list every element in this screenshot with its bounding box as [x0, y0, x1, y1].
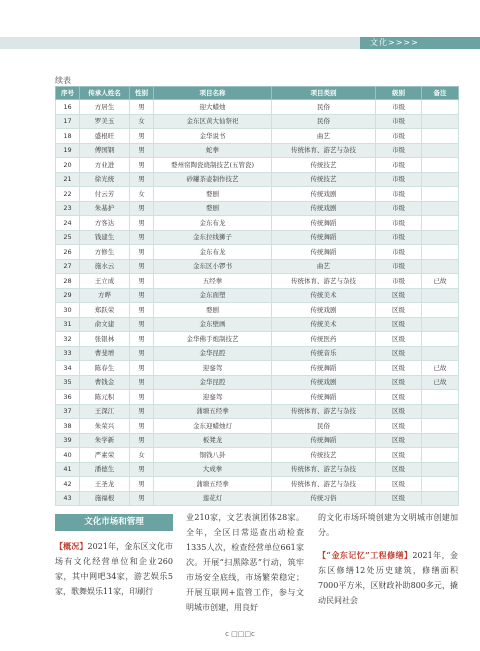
table-cell: 市级	[376, 172, 422, 187]
table-cell	[422, 404, 459, 419]
table-cell: 民俗	[272, 100, 376, 115]
table-cell: 方居生	[80, 100, 130, 115]
table-cell	[422, 303, 459, 318]
table-row	[56, 259, 459, 274]
article-column-3	[318, 510, 458, 608]
table-cell: 男	[130, 201, 154, 216]
column-header: 备注	[422, 87, 459, 100]
table-cell: 金华昆腔	[154, 346, 272, 361]
table-cell: 市级	[376, 187, 422, 202]
table-cell: 男	[130, 143, 154, 158]
table-cell: 男	[130, 158, 154, 173]
table-cell: 罗美玉	[80, 114, 130, 129]
table-cell: 严素荣	[80, 448, 130, 463]
table-cell	[422, 317, 459, 332]
table-row	[56, 491, 459, 506]
table-cell	[422, 288, 459, 303]
table-cell: 男	[130, 259, 154, 274]
table-cell	[422, 332, 459, 347]
table-cell: 金东布龙	[154, 216, 272, 231]
table-cell: 传统美术	[272, 317, 376, 332]
table-cell	[422, 390, 459, 405]
table-cell: 方客达	[80, 216, 130, 231]
table-cell: 25	[56, 230, 80, 245]
table-cell: 21	[56, 172, 80, 187]
table-cell: 市级	[376, 201, 422, 216]
table-cell: 女	[130, 448, 154, 463]
table-cell: 曹斐增	[80, 346, 130, 361]
table-cell: 30	[56, 303, 80, 318]
table-cell: 已故	[422, 375, 459, 390]
table-cell: 16	[56, 100, 80, 115]
table-cell: 蛇拳	[154, 143, 272, 158]
table-row	[56, 216, 459, 231]
table-cell: 传统技艺	[272, 448, 376, 463]
table-cell: 传统技艺	[272, 172, 376, 187]
table-cell: 金东区黄大仙祭祀	[154, 114, 272, 129]
table-row	[56, 462, 459, 477]
table-cell: 男	[130, 404, 154, 419]
table-cell: 婺剧	[154, 201, 272, 216]
table-cell: 金东区小锣书	[154, 259, 272, 274]
table-cell: 36	[56, 390, 80, 405]
table-cell: 板凳龙	[154, 433, 272, 448]
table-cell: 金华佛手炮制技艺	[154, 332, 272, 347]
table-cell: 女	[130, 114, 154, 129]
table-cell: 区级	[376, 462, 422, 477]
table-cell: 区级	[376, 433, 422, 448]
table-cell: 施水云	[80, 259, 130, 274]
table-cell: 曲艺	[272, 129, 376, 144]
table-cell	[422, 230, 459, 245]
table-cell: 传统体育、游艺与杂技	[272, 404, 376, 419]
table-cell: 39	[56, 433, 80, 448]
table-cell: 潘德生	[80, 462, 130, 477]
restoration-text: 2021年，金东区修缮12处历史建筑，修缮面积7000平方米，区财政补助800多元，撬动民间社会	[318, 551, 459, 605]
table-cell: 市级	[376, 158, 422, 173]
table-cell: 区级	[376, 303, 422, 318]
table-cell: 市级	[376, 129, 422, 144]
table-cell: 31	[56, 317, 80, 332]
table-cell: 传统戏剧	[272, 201, 376, 216]
table-cell: 方修生	[80, 245, 130, 260]
table-cell: 女	[130, 187, 154, 202]
table-cell: 张银林	[80, 332, 130, 347]
table-cell: 传统医药	[272, 332, 376, 347]
table-cell	[422, 172, 459, 187]
table-cell: 传统戏剧	[272, 375, 376, 390]
table-cell: 陈春生	[80, 361, 130, 376]
table-cell: 钱建生	[80, 230, 130, 245]
table-row	[56, 129, 459, 144]
column-header: 项目名称	[154, 87, 272, 100]
table-cell: 传统戏剧	[272, 187, 376, 202]
table-row	[56, 274, 459, 289]
table-cell: 婺州窑陶瓷烧制技艺(五管瓷)	[154, 158, 272, 173]
table-cell: 28	[56, 274, 80, 289]
table-row	[56, 419, 459, 434]
table-row	[56, 114, 459, 129]
table-cell: 43	[56, 491, 80, 506]
table-cell	[422, 187, 459, 202]
table-cell: 迎銮驾	[154, 361, 272, 376]
table-cell: 郑跃荣	[80, 303, 130, 318]
table-cell: 朱学新	[80, 433, 130, 448]
table-cell: 19	[56, 143, 80, 158]
table-cell: 男	[130, 332, 154, 347]
table-cell: 男	[130, 375, 154, 390]
table-cell	[422, 433, 459, 448]
table-cell: 男	[130, 491, 154, 506]
column-header: 序号	[56, 87, 80, 100]
table-cell: 迎大蜡烛	[154, 100, 272, 115]
table-cell: 婺剧	[154, 303, 272, 318]
restoration-tag: 【“金东记忆”工程修缮】	[318, 550, 413, 560]
table-cell: 已故	[422, 274, 459, 289]
table-cell: 金东迎蜡烛灯	[154, 419, 272, 434]
table-cell: 23	[56, 201, 80, 216]
table-cell	[422, 143, 459, 158]
table-cell	[422, 245, 459, 260]
table-row	[56, 288, 459, 303]
table-cell: 区级	[376, 404, 422, 419]
table-cell: 区级	[376, 448, 422, 463]
table-cell	[422, 158, 459, 173]
table-row	[56, 346, 459, 361]
header-band	[0, 37, 480, 49]
table-cell: 莲花灯	[154, 491, 272, 506]
table-cell: 蒲塘五经拳	[154, 404, 272, 419]
table-cell	[422, 114, 459, 129]
table-row	[56, 143, 459, 158]
table-cell: 传统音乐	[272, 346, 376, 361]
table-cell: 传统美术	[272, 288, 376, 303]
table-cell: 蒲塘五经拳	[154, 477, 272, 492]
section-label: 文化>>>>	[370, 38, 419, 47]
table-cell: 传统体育、游艺与杂技	[272, 477, 376, 492]
table-cell: 传统舞蹈	[272, 230, 376, 245]
table-cell: 迎銮驾	[154, 390, 272, 405]
table-cell: 施福根	[80, 491, 130, 506]
table-cell: 市级	[376, 259, 422, 274]
table-cell: 35	[56, 375, 80, 390]
table-cell: 五经拳	[154, 274, 272, 289]
table-cell: 男	[130, 230, 154, 245]
table-cell	[422, 462, 459, 477]
table-cell: 20	[56, 158, 80, 173]
table-cell: 金东布龙	[154, 245, 272, 260]
table-cell: 34	[56, 361, 80, 376]
table-cell: 区级	[376, 361, 422, 376]
table-cell: 盛根旺	[80, 129, 130, 144]
table-row	[56, 172, 459, 187]
table-row	[56, 332, 459, 347]
table-cell: 40	[56, 448, 80, 463]
table-cell: 传统技艺	[272, 158, 376, 173]
table-cell: 男	[130, 477, 154, 492]
table-cell	[422, 100, 459, 115]
market-text: 业210家，文艺表演团体28家。全年，全区日常巡查出动检查1335人次，检查经营单位661家次。开展“扫黑除恶”行动，筑牢市场安全底线，市场繁荣稳定；开展互联网+监管工作，参与文明城市创建，用良好	[186, 513, 304, 612]
continued-label: 续表	[55, 76, 71, 85]
table-cell: 男	[130, 100, 154, 115]
table-cell: 26	[56, 245, 80, 260]
table-cell: 金东面塑	[154, 288, 272, 303]
table-cell: 传统舞蹈	[272, 216, 376, 231]
table-cell: 民俗	[272, 419, 376, 434]
table-cell: 男	[130, 462, 154, 477]
market-text-end: 的文化市场环境创建为文明城市创建加分。	[318, 513, 458, 537]
table-cell: 男	[130, 419, 154, 434]
table-row	[56, 100, 459, 115]
table-cell: 传统舞蹈	[272, 390, 376, 405]
table-row	[56, 361, 459, 376]
table-cell: 市级	[376, 114, 422, 129]
table-cell: 区级	[376, 332, 422, 347]
table-cell: 砂罐茶壶制作技艺	[154, 172, 272, 187]
table-cell: 传统体育、游艺与杂技	[272, 462, 376, 477]
table-cell: 29	[56, 288, 80, 303]
table-cell: 男	[130, 433, 154, 448]
table-row	[56, 187, 459, 202]
table-cell: 男	[130, 390, 154, 405]
table-cell: 传统体育、游艺与杂技	[272, 274, 376, 289]
article-column-2	[186, 510, 304, 615]
table-cell: 区级	[376, 346, 422, 361]
table-cell: 徐光统	[80, 172, 130, 187]
table-cell: 曲艺	[272, 259, 376, 274]
table-cell: 区级	[376, 477, 422, 492]
table-cell: 18	[56, 129, 80, 144]
table-cell: 男	[130, 346, 154, 361]
page-number: c □□□c	[225, 630, 255, 638]
table-cell: 男	[130, 245, 154, 260]
table-cell: 市级	[376, 100, 422, 115]
table-row	[56, 245, 459, 260]
table-cell: 区级	[376, 390, 422, 405]
column-header: 传承人姓名	[80, 87, 130, 100]
table-cell: 男	[130, 274, 154, 289]
table-cell: 区级	[376, 491, 422, 506]
table-cell: 传统戏剧	[272, 303, 376, 318]
table-cell: 王圣龙	[80, 477, 130, 492]
table-cell: 男	[130, 361, 154, 376]
table-cell	[422, 419, 459, 434]
table-cell: 铜钱八卦	[154, 448, 272, 463]
table-row	[56, 158, 459, 173]
table-cell	[422, 129, 459, 144]
heritage-table	[55, 86, 459, 506]
section-title: 文化市场和管理	[55, 514, 173, 531]
table-cell: 陈元积	[80, 390, 130, 405]
table-cell: 27	[56, 259, 80, 274]
table-cell: 方晔	[80, 288, 130, 303]
table-cell: 男	[130, 288, 154, 303]
table-cell: 曹钱金	[80, 375, 130, 390]
table-cell: 38	[56, 419, 80, 434]
table-cell: 市级	[376, 230, 422, 245]
table-row	[56, 230, 459, 245]
table-cell: 传统舞蹈	[272, 245, 376, 260]
table-row	[56, 303, 459, 318]
table-header-row	[56, 87, 459, 100]
table-cell	[422, 346, 459, 361]
table-row	[56, 433, 459, 448]
table-row	[56, 375, 459, 390]
table-cell: 42	[56, 477, 80, 492]
article-column-1	[55, 510, 173, 599]
table-cell: 22	[56, 187, 80, 202]
table-cell: 市级	[376, 216, 422, 231]
table-cell: 区级	[376, 317, 422, 332]
table-cell	[422, 448, 459, 463]
table-cell: 俞文建	[80, 317, 130, 332]
table-cell: 传统舞蹈	[272, 433, 376, 448]
table-cell: 区级	[376, 288, 422, 303]
table-cell: 朱荣兴	[80, 419, 130, 434]
table-cell: 17	[56, 114, 80, 129]
table-cell: 市级	[376, 143, 422, 158]
table-cell: 王深江	[80, 404, 130, 419]
column-header: 项目类别	[272, 87, 376, 100]
table-body	[56, 100, 459, 506]
table-cell: 付云芳	[80, 187, 130, 202]
overview-tag: 【概况】	[55, 541, 88, 551]
table-row	[56, 448, 459, 463]
table-cell: 24	[56, 216, 80, 231]
table-cell: 王立成	[80, 274, 130, 289]
table-cell: 37	[56, 404, 80, 419]
table-cell: 33	[56, 346, 80, 361]
column-header: 级别	[376, 87, 422, 100]
table-cell: 男	[130, 216, 154, 231]
table-row	[56, 390, 459, 405]
table-row	[56, 404, 459, 419]
table-cell: 男	[130, 303, 154, 318]
table-cell	[422, 477, 459, 492]
overview-text: 2021年，金东区文化市场有文化经营单位和企业260家，其中网吧34家，游艺娱乐5家，歌舞娱乐11家，印刷行	[55, 542, 173, 596]
table-cell	[422, 491, 459, 506]
table-cell: 32	[56, 332, 80, 347]
table-cell	[422, 216, 459, 231]
table-cell: 传统体育、游艺与杂技	[272, 143, 376, 158]
table-cell: 金华说书	[154, 129, 272, 144]
table-cell: 男	[130, 172, 154, 187]
table-cell: 41	[56, 462, 80, 477]
table-cell: 朱基护	[80, 201, 130, 216]
table-cell: 传统习俗	[272, 491, 376, 506]
table-cell: 傅国钢	[80, 143, 130, 158]
table-cell: 传统舞蹈	[272, 361, 376, 376]
table-cell: 金东拉线狮子	[154, 230, 272, 245]
table-cell: 已故	[422, 361, 459, 376]
table-cell: 金东壁画	[154, 317, 272, 332]
table-cell: 大成拳	[154, 462, 272, 477]
table-cell: 民俗	[272, 114, 376, 129]
table-cell: 区级	[376, 419, 422, 434]
table-row	[56, 317, 459, 332]
table-cell: 区级	[376, 375, 422, 390]
table-cell	[422, 259, 459, 274]
table-cell: 金华昆腔	[154, 375, 272, 390]
table-row	[56, 201, 459, 216]
table-cell: 男	[130, 129, 154, 144]
table-cell: 市级	[376, 274, 422, 289]
table-cell	[422, 201, 459, 216]
table-cell: 方业进	[80, 158, 130, 173]
table-cell: 婺剧	[154, 187, 272, 202]
table-row	[56, 477, 459, 492]
table-cell: 男	[130, 317, 154, 332]
column-header: 性别	[130, 87, 154, 100]
table-cell: 市级	[376, 245, 422, 260]
